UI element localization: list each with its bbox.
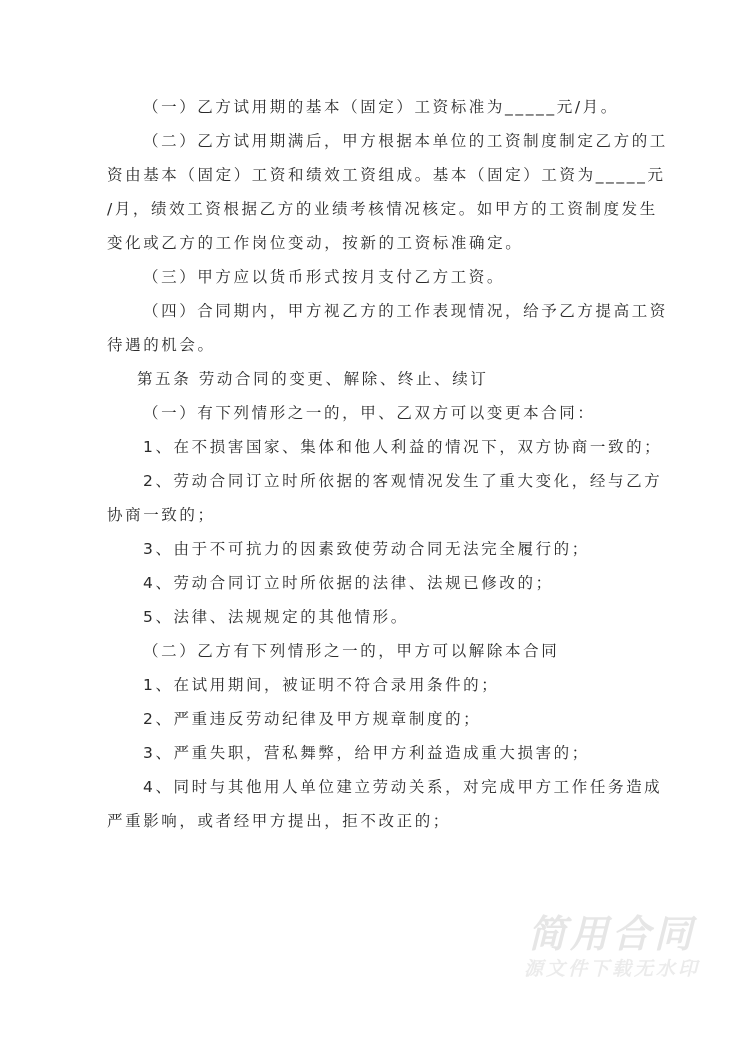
watermark <box>512 912 712 982</box>
paragraph-line: 5、法律、法规规定的其他情形。 <box>143 608 409 626</box>
paragraph-line: （二）乙方有下列情形之一的，甲方可以解除本合同 <box>143 642 560 660</box>
paragraph-line: 2、劳动合同订立时所依据的客观情况发生了重大变化，经与乙方 <box>143 472 663 490</box>
paragraph-line: （一）乙方试用期的基本（固定）工资标准为_____元/月。 <box>143 98 619 116</box>
paragraph-line: 严重影响，或者经甲方提出，拒不改正的； <box>107 812 451 830</box>
paragraph-line: （一）有下列情形之一的，甲、乙双方可以变更本合同： <box>143 404 596 422</box>
paragraph-line: 1、在试用期间，被证明不符合录用条件的； <box>143 676 500 694</box>
paragraph-line: （二）乙方试用期满后，甲方根据本单位的工资制度制定乙方的工 <box>143 132 668 150</box>
paragraph-line: （四）合同期内，甲方视乙方的工作表现情况，给予乙方提高工资 <box>143 302 668 320</box>
paragraph-line: 3、严重失职，营私舞弊，给甲方利益造成重大损害的； <box>143 744 590 762</box>
paragraph-line: 4、劳动合同订立时所依据的法律、法规已修改的； <box>143 574 554 592</box>
paragraph-line: 2、严重违反劳动纪律及甲方规章制度的； <box>143 710 482 728</box>
paragraph-line: 变化或乙方的工作岗位变动，按新的工资标准确定。 <box>107 234 524 252</box>
watermark-title: 简用合同 <box>527 912 696 956</box>
paragraph-line: （三）甲方应以货币形式按月支付乙方工资。 <box>143 268 506 286</box>
paragraph-line: 1、在不损害国家、集体和他人利益的情况下，双方协商一致的； <box>143 438 663 456</box>
document-body <box>107 90 668 838</box>
paragraph-line: 待遇的机会。 <box>107 336 216 354</box>
watermark-subtitle: 源文件下载无水印 <box>523 958 700 980</box>
paragraph-line: 3、由于不可抗力的因素致使劳动合同无法完全履行的； <box>143 540 590 558</box>
section-heading: 第五条 劳动合同的变更、解除、终止、续订 <box>137 370 489 388</box>
paragraph-line: 4、同时与其他用人单位建立劳动关系，对完成甲方工作任务造成 <box>143 778 663 796</box>
paragraph-line: 协商一致的； <box>107 506 216 524</box>
paragraph-line: 资由基本（固定）工资和绩效工资组成。基本（固定）工资为_____元 <box>107 166 666 184</box>
paragraph-line: /月，绩效工资根据乙方的业绩考核情况核定。如甲方的工资制度发生 <box>107 200 658 218</box>
